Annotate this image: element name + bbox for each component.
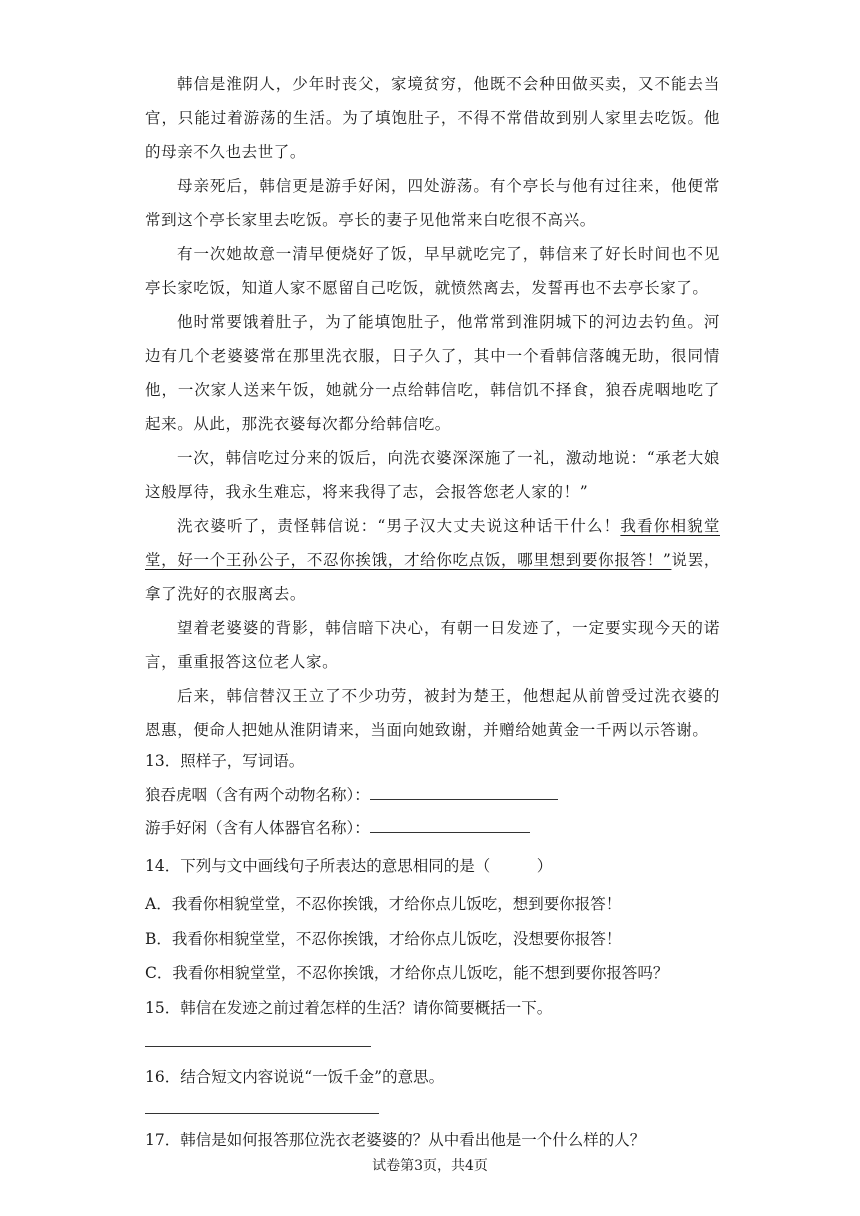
question-13-item-a — [145, 784, 558, 806]
question-15: 15．韩信在发迹之前过着怎样的生活？请你简要概括一下。 — [145, 999, 553, 1017]
question-14-option-b[interactable]: B．我看你相貌堂堂，不忍你挨饿，才给你点儿饭吃，没想要你报答！ — [145, 930, 622, 948]
question-16: 16．结合短文内容说说“一饭千金”的意思。 — [145, 1068, 445, 1086]
passage-paragraph-3: 有一次她故意一清早便烧好了饭，早早就吃完了，韩信来了好长时间也不见亭长家吃饭，知道人家不愿留自己吃饭，就愤然离去，发誓再也不去亭长家了。 — [145, 245, 720, 297]
answer-line-15[interactable] — [145, 1046, 371, 1047]
passage-paragraph-8: 后来，韩信替汉王立了不少功劳，被封为楚王，他想起从前曾受过洗衣婆的恩惠，便命人把她从淮阴请来，当面向她致谢，并赠给她黄金一千两以示答谢。 — [145, 687, 720, 739]
question-14: 14．下列与文中画线句子所表达的意思相同的是（ ） — [145, 857, 553, 875]
passage-paragraph-6 — [145, 509, 720, 611]
paragraph-6-tail: 说罢，拿了洗好的衣服离去。 — [145, 551, 720, 603]
passage-paragraph-5: 一次，韩信吃过分来的饭后，向洗衣婆深深施了一礼，激动地说：“承老大娘这般厚待，我永生难忘，将来我得了志，会报答您老人家的！” — [145, 449, 720, 501]
underlined-sentence: 我看你相貌堂堂，好一个王孙公子，不忍你挨饿，才给你吃点饭，哪里想到要你报答！” — [145, 517, 720, 569]
passage-paragraph-1: 韩信是淮阴人，少年时丧父，家境贫穷，他既不会种田做买卖，又不能去当官，只能过着游荡的生活。为了填饱肚子，不得不常借故到别人家里去吃饭。他的母亲不久也去世了。 — [145, 75, 720, 161]
passage-paragraph-4: 他时常要饿着肚子，为了能填饱肚子，他常常到淮阴城下的河边去钓鱼。河边有几个老婆婆常在那里洗衣服，日子久了，其中一个看韩信落魄无助，很同情他，一次家人送来午饭，她就分一点给韩信吃，韩信饥不择食，狼吞虎咽地吃了起来。从此，那洗衣婆每次都分给韩信吃。 — [145, 313, 720, 433]
question-13-prompt-a: 狼吞虎咽（含有两个动物名称）： — [145, 786, 370, 804]
question-13: 13．照样子，写词语。 — [145, 752, 305, 770]
passage-paragraph-7: 望着老婆婆的背影，韩信暗下决心，有朝一日发迹了，一定要实现今天的诺言，重重报答这位老人家。 — [145, 619, 720, 671]
question-13-item-b — [145, 817, 530, 839]
question-17: 17．韩信是如何报答那位洗衣老婆婆的？从中看出他是一个什么样的人？ — [145, 1131, 646, 1149]
answer-blank-13a[interactable] — [370, 785, 558, 800]
passage-paragraph-2: 母亲死后，韩信更是游手好闲，四处游荡。有个亭长与他有过往来，他便常常到这个亭长家里去吃饭。亭长的妻子见他常来白吃很不高兴。 — [145, 177, 720, 229]
question-13-prompt-b: 游手好闲（含有人体器官名称）： — [145, 819, 370, 837]
paragraph-6-lead: 洗衣婆听了，责怪韩信说：“男子汉大丈夫说这种话干什么！ — [177, 517, 621, 535]
page-footer: 试卷第3页，共4页 — [372, 1158, 488, 1174]
question-14-option-a[interactable]: A．我看你相貌堂堂，不忍你挨饿，才给你点儿饭吃，想到要你报答！ — [145, 895, 622, 913]
answer-line-16[interactable] — [145, 1113, 379, 1114]
answer-blank-13b[interactable] — [370, 818, 530, 833]
question-14-option-c[interactable]: C．我看你相貌堂堂，不忍你挨饿，才给你点儿饭吃，能不想到要你报答吗？ — [145, 964, 669, 982]
